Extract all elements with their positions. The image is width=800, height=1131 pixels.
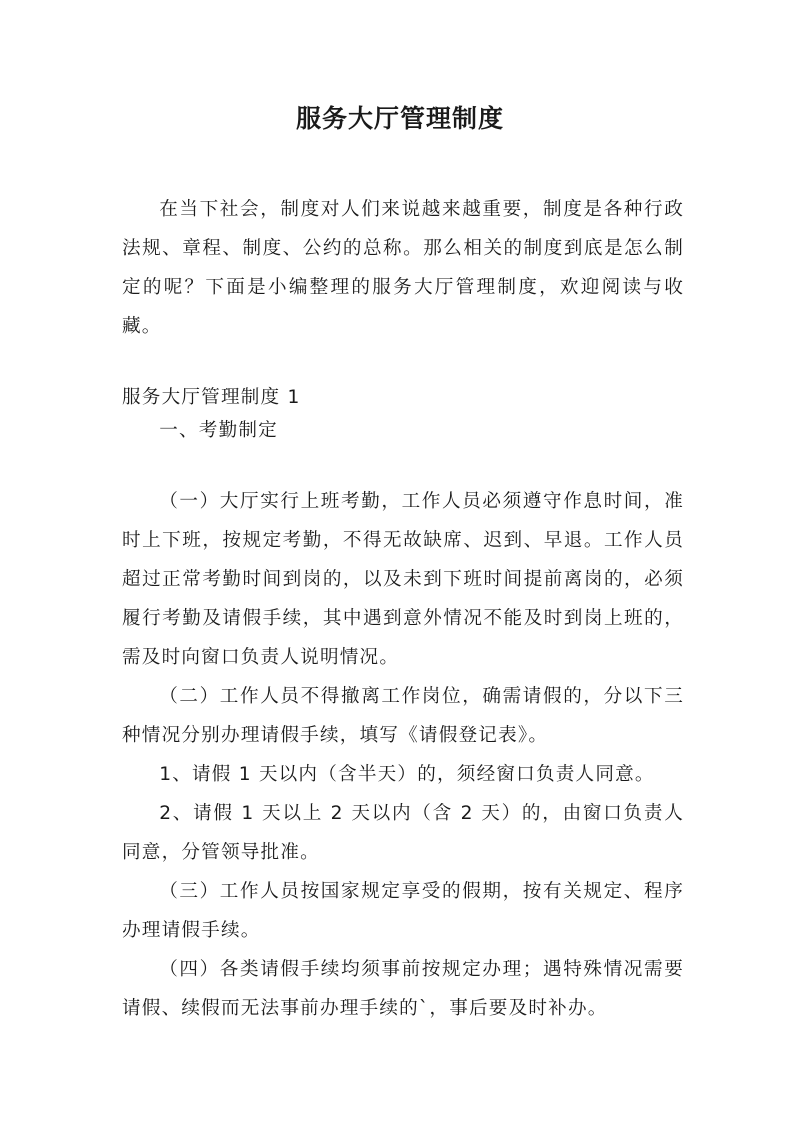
paragraph-attendance-rule-2: （二）工作人员不得撤离工作岗位，确需请假的，分以下三种情况分别办理请假手续，填写《请假登记表》。: [122, 686, 684, 746]
intro-block: [122, 190, 684, 346]
section-body: [122, 482, 684, 1028]
subsection-title: 一、考勤制定: [159, 420, 278, 441]
paragraph-attendance-rule-3: （三）工作人员按国家规定享受的假期，按有关规定、程序办理请假手续。: [122, 881, 684, 941]
intro-paragraph: 在当下社会，制度对人们来说越来越重要，制度是各种行政法规、章程、制度、公约的总称。那么相关的制度到底是怎么制定的呢？下面是小编整理的服务大厅管理制度，欢迎阅读与收藏。: [122, 199, 684, 337]
document-title: 服务大厅管理制度: [295, 104, 504, 133]
paragraph-attendance-rule-1: （一）大厅实行上班考勤，工作人员必须遵守作息时间，准时上下班，按规定考勤，不得无故缺席、迟到、早退。工作人员超过正常考勤时间到岗的，以及未到下班时间提前离岗的，必须履行考勤及请假手续，其中遇到意外情况不能及时到岗上班的，需及时向窗口负责人说明情况。: [122, 491, 684, 668]
section-title: 服务大厅管理制度 1: [122, 387, 301, 408]
subsection-heading-block: [122, 411, 684, 450]
paragraph-leave-within-one-day: 1、请假 1 天以内（含半天）的，须经窗口负责人同意。: [159, 764, 655, 785]
paragraph-leave-one-to-two-days: 2、请假 1 天以上 2 天以内（含 2 天）的，由窗口负责人同意，分管领导批准。: [122, 803, 684, 863]
paragraph-attendance-rule-4: （四）各类请假手续均须事前按规定办理；遇特殊情况需要请假、续假而无法事前办理手续的`，事后要及时补办。: [122, 959, 684, 1019]
